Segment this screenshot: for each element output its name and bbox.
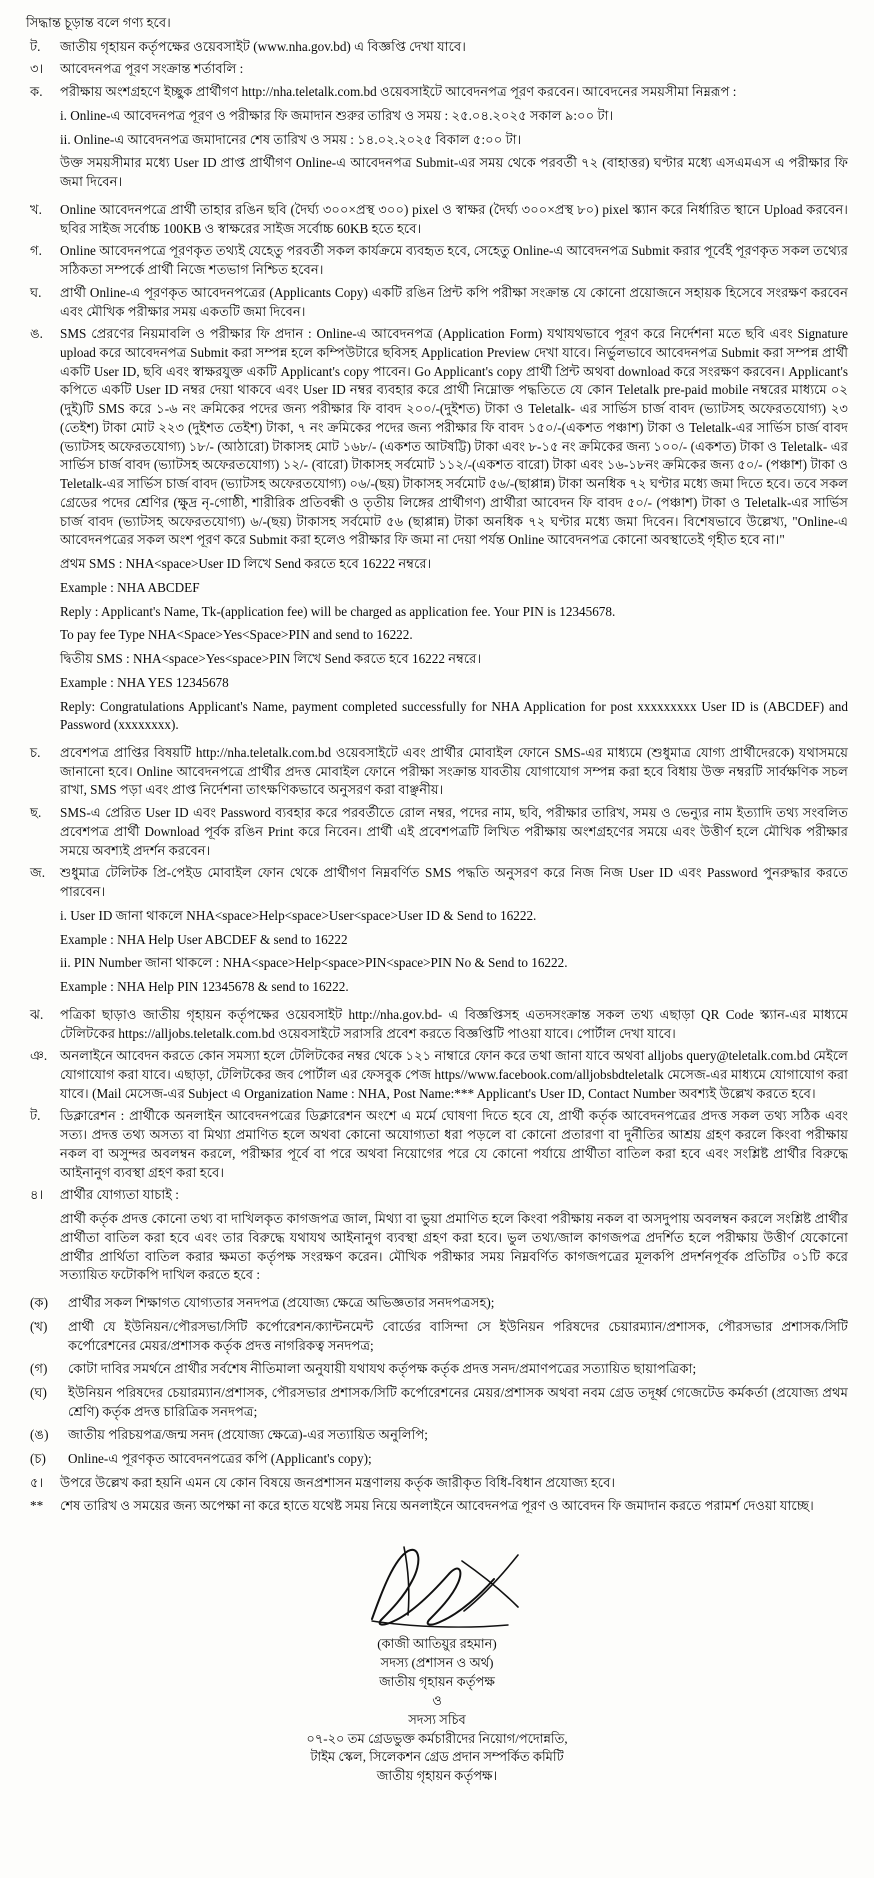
list-item: [26, 60, 848, 79]
clause-sub-ii: ii. Online-এ আবেদনপত্র জমাদানের শেষ তারিখ ও সময় : ১৪.০২.২০২৫ বিকাল ৫:০০ টা।: [60, 131, 522, 147]
clause-text: ডিক্লারেশন : প্রার্থীকে অনলাইন আবেদনপত্রের ডিক্লারেশন অংশে এ মর্মে ঘোষণা দিতে হবে যে, প্রার্থী কর্তৃক আবেদনপত্রের প্রদত্ত সকল তথ্য সঠিক এবং সত্য। প্রদত্ত তথ্য অসত্য বা মিথ্যা প্রমাণিত হলে অথবা কোনো অযোগ্যতা ধরা পড়লে বা কোনো প্রতারণা বা দুর্নীতির আশ্রয় গ্রহণ করলে কিংবা পরীক্ষায় নকল বা অসুন্দর অবলম্বন করলে, পরীক্ষার পূর্বে বা পরে অথবা নিয়োগের পরে যে কোনো পর্যায়ে প্রার্থীতা বাতিল করা হবে এবং সংশ্লিষ্ট প্রার্থীর বিরুদ্ধে আইনানুগ ব্যবস্থা গ্রহণ করা হবে।: [60, 1108, 848, 1180]
list-marker: (গ): [30, 1361, 48, 1377]
signatory-line-7: জাতীয় গৃহায়ন কর্তৃপক্ষ।: [376, 1768, 498, 1784]
signatory-name: (কাজী আতিয়ুর রহমান): [377, 1636, 497, 1652]
clause-marker: ট.: [30, 1108, 41, 1124]
section-4: [26, 1186, 848, 1290]
clause-jha: [26, 1006, 848, 1043]
document-body: [26, 14, 848, 1786]
qualification-list: [26, 1294, 848, 1469]
clause-text: প্রার্থী Online-এ পূরণকৃত আবেদনপত্রের (Applicants Copy) একটি রঙিন প্রিন্ট কপি পরীক্ষা সংক্রান্ত যে কোনো প্রয়োজনে সহায়ক হিসেবে সংরক্ষণ করবেন এবং মৌখিক পরীক্ষার সময় একতটি জমা দিবেন।: [60, 284, 848, 319]
list-text: ইউনিয়ন পরিষদের চেয়ারম্যান/প্রশাসক, পৌরসভার প্রশাসক/সিটি কর্পোরেশনের মেয়র/প্রশাসক অথবা নবম গ্রেড তদূর্ধ্ব গেজেটেড কর্মকর্তা (প্রযোজ্য প্রথম শ্রেণি) কর্তৃক প্রদত্ত চারিত্রিক সনদপত্র;: [68, 1385, 848, 1419]
clause-nya: [26, 1047, 848, 1103]
clause-ga: [26, 242, 848, 279]
sms2-label: দ্বিতীয় SMS : NHA<space>Yes<space>PIN লিখে Send করতে হবে 16222 নম্বরে।: [60, 651, 482, 667]
clause-declaration: [26, 1107, 848, 1182]
list-marker: (চ): [30, 1451, 46, 1467]
clause-marker: ক.: [30, 84, 43, 100]
clause-marker: গ.: [30, 243, 42, 259]
sms2-reply: Reply: Congratulations Applicant's Name, payment completed successfully for NHA Application for post xxxxxxxxx User ID is (ABCDEF) and Password (xxxxxxxx).: [60, 698, 848, 733]
clause-chha: [26, 804, 848, 860]
sms1-label: প্রথম SMS : NHA<space>User ID লিখে Send করতে হবে 16222 নম্বরে।: [60, 556, 432, 572]
list-marker: (খ): [30, 1318, 48, 1334]
list-text: জাতীয় পরিচয়পত্র/জন্ম সনদ (প্রযোজ্য ক্ষেত্রে)-এর সত্যায়িত অনুলিপি;: [68, 1427, 428, 1443]
list-item: [26, 1360, 848, 1379]
clause-sub-i: i. Online-এ আবেদনপত্র পূরণ ও পরীক্ষার ফি জমাদান শুরুর তারিখ ও সময় : ২৫.০৪.২০২৫ সকাল ৯:০০ টা।: [60, 107, 614, 123]
signature-block: [26, 1541, 848, 1786]
sms1-reply-line2: To pay fee Type NHA<Space>Yes<Space>PIN and send to 16222.: [60, 627, 413, 643]
clause-marker: ঘ.: [30, 284, 42, 300]
sms1-reply-line1: Reply : Applicant's Name, Tk-(application fee) will be charged as application fee. Your PIN is 12345678.: [60, 603, 616, 619]
list-item: [26, 1318, 848, 1355]
clause-text: Online আবেদনপত্রে পূরণকৃত তথ্যই যেহেতু পরবর্তী সকল কার্যক্রমে ব্যবহৃত হবে, সেহেতু Online-এ আবেদনপত্র Submit করার পূর্বেই পূরণকৃত সকল তথ্যের সঠিকতা সম্পর্কে প্রার্থী নিজে শতভাগ নিশ্চিত হবেন।: [60, 243, 848, 278]
section-text: উপরে উল্লেখ করা হয়নি এমন যে কোন বিষয়ে জনপ্রশাসন মন্ত্রণালয় কর্তৃক জারীকৃত বিধি-বিধান প্রযোজ্য হবে।: [60, 1474, 616, 1490]
clause-marker: ঙ.: [30, 326, 43, 342]
clause-ja: [26, 864, 848, 1001]
sms2-example: Example : NHA YES 12345678: [60, 674, 229, 690]
clause-marker: খ.: [30, 201, 42, 217]
list-item: [26, 1450, 848, 1469]
section-lead: প্রার্থী কর্তৃক প্রদত্ত কোনো তথ্য বা দাখিলকৃত কাগজপত্র জাল, মিথ্যা বা ভুয়া প্রমাণিত হলে কিংবা পরীক্ষায় নকল বা অসদুপায় অবলম্বন করলে সংশ্লিষ্ট প্রার্থীর প্রার্থীতা বাতিল করা হবে এবং তার বিরুদ্ধে যথাযথ আইনানুগ ব্যবস্থা গ্রহণ করা হবে। ভুল তথ্য/জাল কাগজপত্র প্রদর্শিত হলে পরীক্ষায় উত্তীর্ণ যেকোনো প্রার্থীর প্রার্থিতা বাতিল করার ক্ষমতা কর্তৃপক্ষ সংরক্ষণ করেন। মৌখিক পরীক্ষার সময় নিম্নবর্ণিত কাগজপত্রের মূলকপি প্রদর্শনপূর্বক প্রতিটির ০১টি করে সত্যায়িত ফটোকপি দাখিল করতে হবে :: [60, 1211, 848, 1283]
clause-text: পত্রিকা ছাড়াও জাতীয় গৃহায়ন কর্তৃপক্ষের ওয়েবসাইট http://nha.gov.bd- এ বিজ্ঞপ্তিসহ এতদসংক্রান্ত সকল তথ্য এছাড়া QR Code স্ক্যান-এর মাধ্যমে টেলিটকের https://alljobs.teletalk.com.bd ওয়েবসাইটে সরাসরি প্রবেশ করতে বিজ্ঞপ্তিটি পাওয়া যাবে। পোর্টাল দেখা যাবে।: [60, 1006, 848, 1041]
list-marker: (ঘ): [30, 1385, 47, 1400]
clause-text: SMS প্রেরণের নিয়মাবলি ও পরীক্ষার ফি প্রদান : Online-এ আবেদনপত্র (Application Form) যথাযথভাবে পূরণ করে নির্দেশনা মতে ছবি এবং Signature upload করে আবেদনপত্র Submit করা সম্পন্ন হলে কম্পিউটারে ছবিসহ Application Preview দেখা যাবে। নির্ভুলভাবে আবেদনপত্র Submit করা সম্পন্ন প্রার্থী একটি User ID, ছবি এবং স্বাক্ষরযুক্ত একটি Applicant's copy পাবেন। Go Applicant's copy প্রার্থী প্রিন্ট অথবা download করে সংরক্ষণ করবেন। Applicant's কপিতে একটি User ID নম্বর দেয়া থাকবে এবং User ID নম্বর ব্যবহার করে প্রার্থী নিম্নোক্ত পদ্ধতিতে যে কোন Teletalk pre-paid mobile নম্বরের মাধ্যমে ০২ (দুই)টি SMS করে ১-৬ নং ক্রমিকের পদের জন্য পরীক্ষার ফি বাবদ ২০০/-(দুইশত) টাকা ও Teletalk- এর সার্ভিস চার্জ বাবদ (ভ্যাটসহ অফেরতযোগ্য) ২৩ (তেইশ) টাকা মোট ২২৩ (দুইশত তেইশ) টাকা, ৭ নং ক্রমিকের পদের জন্য পরীক্ষার ফি বাবদ ১৫০/-(একশত পঞ্চাশ) টাকা ও Teletalk-এর সার্ভিস চার্জ বাবদ (ভ্যাটসহ অফেরতযোগ্য) ১৮/- (আঠারো) টাকাসহ মোট ১৬৮/- (একশত আটষট্টি) টাকা এবং ৮-১৫ নং ক্রমিকের জন্য ১০০/- (একশত) টাকা ও Teletalk- এর সার্ভিস চার্জ বাবদ (ভ্যাটসহ অফেরতযোগ্য) ১২/- (বারো) টাকাসহ সর্বমোট ১১২/-(একশত বারো) টাকা এবং ১৬-১৮নং ক্রমিকের জন্য ৫০/- (পঞ্চাশ) টাকা ও Teletalk-এর সার্ভিস চার্জ বাবদ (ভ্যাটসহ অফেরতযোগ্য) ০৬/-(ছয়) টাকাসহ সর্বমোট ৫৬/-(ছাপ্পান্ন) টাকা অনধিক ৭২ ঘণ্টার মধ্যে জমা দিতে হবে। তবে সকল গ্রেডের পদের শ্রেণির (ক্ষুদ্র নৃ-গোষ্ঠী, শারীরিক প্রতিবন্ধী ও তৃতীয় লিঙ্গের প্রার্থীগণ) প্রার্থীরা আবেদন ফি বাবদ ৫০/- (পঞ্চাশ) টাকা ও Teletalk-এর সার্ভিস চার্জ বাবদ (ভ্যাটসহ অফেরতযোগ্য) ৬/-(ছয়) টাকাসহ সর্বমোট ৫৬ (ছাপ্পান্ন) টাকা অনধিক ৭২ ঘণ্টার মধ্যে জমা দিবেন। বিশেষভাবে উল্লেখ্য, "Online-এ আবেদনপত্রের সকল অংশ পূরণ করে Submit করা হলেও পরীক্ষার ফি জমা না দেয়া পর্যন্ত Online আবেদনপত্র কোনো অবস্থাতেই গৃহীত হবে না।": [60, 326, 848, 548]
list-marker: (ক): [30, 1295, 49, 1311]
clause-marker: ছ.: [30, 805, 42, 821]
list-item: [26, 1426, 848, 1445]
signatory-line-5: ০৭-২০ তম গ্রেডভুক্ত কর্মচারীদের নিয়োগ/পদোন্নতি,: [306, 1730, 568, 1746]
clause-kha: [26, 201, 848, 238]
list-text: জাতীয় গৃহায়ন কর্তৃপক্ষের ওয়েবসাইট (www.nha.gov.bd) এ বিজ্ঞপ্তি দেখা যাবে।: [60, 38, 466, 54]
list-text: কোটা দাবির সমর্থনে প্রার্থীর সর্বশেষ নীতিমালা অনুযায়ী যথাযথ কর্তৃপক্ষ কর্তৃক প্রদত্ত সনদ/প্রমাণপত্রের সত্যায়িত ছায়াপত্রিকা;: [68, 1361, 697, 1377]
clause-gha: [26, 284, 848, 321]
handwritten-signature-icon: [312, 1541, 562, 1633]
section-marker: ৪।: [30, 1187, 44, 1203]
clause-text: অনলাইনে আবেদন করতে কোন সমস্যা হলে টেলিটকের নম্বর থেকে ১২১ নাম্বারে ফোন করে তথা জানা যাবে অথবা alljobs query@teletalk.com.bd মেইলে যোগাযোগ করা যাবে। এছাড়া, টেলিটকের জব পোর্টাল এর ফেসবুক পেজ https//www.facebook.com/alljobsbdteletalk মেসেজ-এর মাধ্যমে যোগাযোগ করা যাবে। (Mail মেসেজ-এর Subject এ Organization Name : NHA, Post Name:*** Applicant's User ID, Contact Number অবশ্যই উল্লেখ করতে হবে।: [60, 1048, 848, 1101]
signatory-line-4: সদস্য সচিব: [408, 1711, 466, 1727]
opening-line: সিদ্ধান্ত চূড়ান্ত বলে গণ্য হবে।: [26, 15, 171, 30]
list-item: [26, 1384, 848, 1421]
clause-sub-ii: ii. PIN Number জানা থাকলে : NHA<space>Help<space>PIN<space>PIN No & Send to 16222.: [60, 955, 568, 971]
list-marker: ৩।: [30, 61, 44, 77]
clause-text: প্রবেশপত্র প্রাপ্তির বিষয়টি http://nha.teletalk.com.bd ওয়েবসাইটে এবং প্রার্থীর মোবাইল ফোনে SMS-এর মাধ্যমে (শুধুমাত্র যোগ্য প্রার্থীদেরকে) যথাসময়ে জানানো হবে। Online আবেদনপত্রে প্রার্থীর প্রদত্ত মোবাইল ফোনে পরীক্ষা সংক্রান্ত যাবতীয় যোগাযোগ সম্পন্ন করা হবে বিধায় উক্ত নম্বরটি সার্বক্ষণিক সচল রাখা, SMS পড়া এবং প্রাপ্ত নির্দেশনা তাৎক্ষণিকভাবে অনুসরণ করা বাঞ্ছনীয়।: [60, 744, 848, 798]
footnote: [26, 1497, 848, 1516]
signatory-line-1: সদস্য (প্রশাসন ও অর্থ): [380, 1655, 494, 1671]
sms1-example: Example : NHA ABCDEF: [60, 579, 200, 595]
signatory-line-6: টাইম স্কেল, সিলেকশন গ্রেড প্রদান সম্পর্কিত কমিটি: [310, 1749, 564, 1765]
list-text: প্রার্থীর সকল শিক্ষাগত যোগ্যতার সনদপত্র (প্রযোজ্য ক্ষেত্রে অভিজ্ঞতার সনদপত্রসহ);: [68, 1295, 495, 1311]
clause-marker: চ.: [30, 744, 41, 760]
clause-sub-i: i. User ID জানা থাকলে NHA<space>Help<space>User<space>User ID & Send to 16222.: [60, 907, 537, 923]
list-marker: (ঙ): [30, 1427, 49, 1443]
clause-marker: ঞ.: [30, 1048, 48, 1064]
list-item: [26, 1294, 848, 1313]
clause-sub-ii-example: Example : NHA Help PIN 12345678 & send to 16222.: [60, 979, 349, 995]
list-marker: ট.: [30, 38, 41, 54]
clause-ka: [26, 83, 848, 197]
clause-text: শুধুমাত্র টেলিটক প্রি-পেইড মোবাইল ফোন থেকে প্রার্থীগণ নিম্নবর্ণিত SMS পদ্ধতি অনুসরণ করে নিজ নিজ User ID এবং Password পুনরুদ্ধার করতে পারবেন।: [60, 865, 848, 900]
clause-una: [26, 325, 848, 740]
clause-sub-i-example: Example : NHA Help User ABCDEF & send to 16222: [60, 931, 348, 947]
clause-text: SMS-এ প্রেরিত User ID এবং Password ব্যবহার করে পরবর্তীতে রোল নম্বর, পদের নাম, ছবি, পরীক্ষার তারিখ, সময় ও ভেন্যুর নাম ইত্যাদি তথ্য সংবলিত প্রবেশপত্র প্রার্থী Download পূর্বক রঙিন Print করে নিবেন। প্রার্থী এই প্রবেশপত্রটি লিখিত পরীক্ষায় অংশগ্রহণের সময়ে এবং উত্তীর্ণ হলে মৌখিক পরীক্ষার সময়ে অবশ্যই প্রদর্শন করবেন।: [60, 805, 848, 858]
list-text: Online-এ পূরণকৃত আবেদনপত্রের কপি (Applicant's copy);: [68, 1451, 372, 1467]
clause-text: Online আবেদনপত্রে প্রার্থী তাহার রঙিন ছবি (দৈর্ঘ্য ৩০০×প্রস্থ ৩০০) pixel ও স্বাক্ষর (দৈর্ঘ্য ৩০০×প্রস্থ ৮০) pixel স্ক্যান করে নির্ধারিত স্থানে Upload করবেন। ছবির সাইজ সর্বোচ্চ 100KB ও স্বাক্ষরের সাইজ সর্বোচ্চ 60KB হতে হবে।: [60, 201, 848, 236]
clause-text: পরীক্ষায় অংশগ্রহণে ইচ্ছুক প্রার্থীগণ http://nha.teletalk.com.bd ওয়েবসাইটে আবেদনপত্র পূরণ করবেন। আবেদনের সময়সীমা নিম্নরূপ :: [60, 84, 737, 100]
section-5: [26, 1474, 848, 1493]
footnote-marker: **: [30, 1497, 44, 1513]
signatory-line-2: জাতীয় গৃহায়ন কর্তৃপক্ষ: [379, 1674, 495, 1690]
section-marker: ৫।: [30, 1474, 44, 1490]
footnote-text: শেষ তারিখ ও সময়ের জন্য অপেক্ষা না করে হাতে যথেষ্ট সময় নিয়ে অনলাইনে আবেদনপত্র পূরণ ও আবেদন ফি জমাদান করতে পরামর্শ দেওয়া যাচ্ছে।: [60, 1497, 814, 1513]
clause-cha: [26, 744, 848, 800]
list-text: আবেদনপত্র পূরণ সংক্রান্ত শর্তাবলি :: [60, 61, 244, 77]
list-text: প্রার্থী যে ইউনিয়ন/পৌরসভা/সিটি কর্পোরেশন/ক্যান্টনমেন্ট বোর্ডের বাসিন্দা সে ইউনিয়ন পরিষদের চেয়ারম্যান/প্রশাসক, পৌরসভার প্রশাসক/সিটি কর্পোরেশনের মেয়র/প্রশাসক কর্তৃক প্রদত্ত নাগরিকত্ব সনদপত্র;: [68, 1318, 848, 1353]
clause-note: উক্ত সময়সীমার মধ্যে User ID প্রাপ্ত প্রার্থীগণ Online-এ আবেদনপত্র Submit-এর সময় থেকে পরবর্তী ৭২ (বাহাত্তর) ঘণ্টার মধ্যে এসএমএস এ পরীক্ষার ফি জমা দিবেন।: [60, 155, 848, 190]
section-title: প্রার্থীর যোগ্যতা যাচাই :: [60, 1187, 179, 1203]
signatory-line-3: ও: [432, 1692, 442, 1708]
list-item: [26, 38, 848, 57]
clause-marker: ঝ.: [30, 1006, 44, 1022]
clause-marker: জ.: [30, 865, 46, 881]
